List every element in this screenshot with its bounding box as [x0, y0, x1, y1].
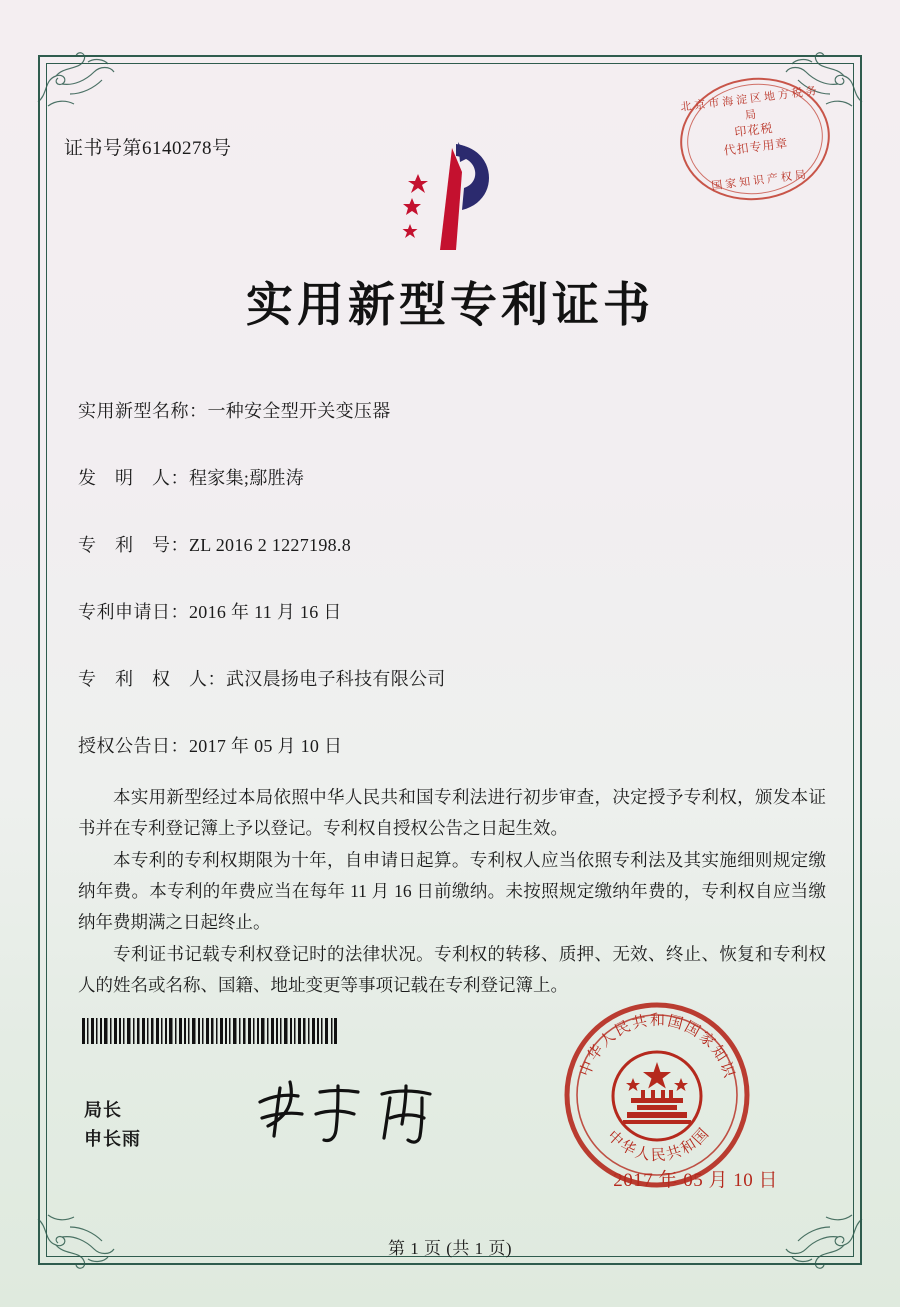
field-value-inventor: 程家集;鄢胜涛	[189, 468, 305, 488]
handwritten-signature-icon	[246, 1078, 456, 1148]
director-block	[84, 1096, 141, 1154]
tax-stamp	[673, 69, 837, 208]
page-title: 实用新型专利证书	[246, 280, 654, 332]
field-label-inventor: 发 明 人：	[78, 468, 189, 488]
svg-text:中华人民共和国: 中华人民共和国	[603, 1124, 714, 1165]
field-row-inventor	[78, 465, 822, 491]
body-paragraph-2: 本专利的专利权期限为十年，自申请日起算。专利权人应当依照专利法及其实施细则规定缴纳年费。本专利的年费应当在每年 11 月 16 日前缴纳。未按照规定缴纳年费的，专利权自应当缴纳年费期满之日起终止。	[78, 850, 826, 932]
field-value-name: 一种安全型开关变压器	[207, 401, 391, 421]
sipo-logo-icon	[382, 128, 530, 256]
field-row-patentee	[78, 666, 822, 692]
field-label-grant-date: 授权公告日：	[78, 736, 189, 756]
director-name: 申长雨	[84, 1129, 141, 1149]
field-row-patent-number	[78, 532, 822, 558]
field-value-patent-number: ZL 2016 2 1227198.8	[189, 535, 352, 555]
seal-date: 2017 年 05 月 10 日	[613, 1170, 778, 1191]
certificate-number: 证书号第6140278号	[64, 138, 232, 159]
field-label-patentee: 专 利 权 人：	[78, 669, 226, 689]
field-label-name: 实用新型名称：	[78, 401, 208, 421]
field-label-patent-number: 专 利 号：	[78, 535, 189, 555]
field-value-patentee: 武汉晨扬电子科技有限公司	[226, 669, 446, 689]
tax-stamp-arc-bottom: 国家知识产权局	[710, 168, 810, 193]
field-row-application-date	[78, 599, 822, 625]
page-number: 第 1 页 (共 1 页)	[387, 1239, 513, 1258]
tax-stamp-line-1: 印花税	[733, 120, 775, 140]
barcode	[82, 1018, 338, 1044]
national-seal	[562, 1000, 752, 1190]
field-value-grant-date: 2017 年 05 月 10 日	[189, 736, 343, 756]
field-value-application-date: 2016 年 11 月 16 日	[189, 602, 342, 622]
field-label-application-date: 专利申请日：	[78, 602, 189, 622]
body-paragraph-1: 本实用新型经过本局依照中华人民共和国专利法进行初步审查，决定授予专利权，颁发本证书并在专利登记簿上予以登记。专利权自授权公告之日起生效。	[78, 787, 826, 838]
certificate-body-text	[78, 782, 826, 1002]
tax-stamp-arc-top: 北京市海淀区地方税务局	[679, 84, 821, 122]
field-row-grant-date	[78, 733, 822, 759]
body-paragraph-3: 专利证书记载专利权登记时的法律状况。专利权的转移、质押、无效、终止、恢复和专利权人的姓名或名称、国籍、地址变更等事项记载在专利登记簿上。	[78, 944, 826, 995]
tax-stamp-line-2: 代扣专用章	[722, 136, 790, 158]
corner-ornament-top-left-icon	[34, 50, 120, 110]
director-label: 局长	[84, 1100, 122, 1120]
svg-text:中华人民共和国国家知识: 中华人民共和国国家知识	[577, 1012, 738, 1082]
field-row-name	[78, 398, 822, 424]
certificate-fields	[78, 398, 822, 800]
